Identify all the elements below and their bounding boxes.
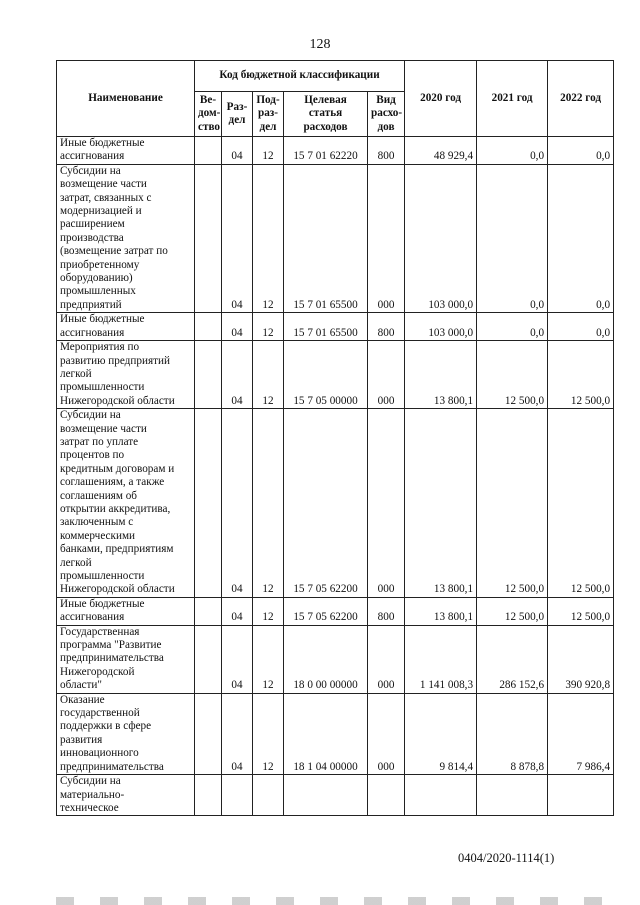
row-vid: 000 [368,625,405,693]
row-amount-2021: 0,0 [477,313,548,341]
row-razdel: 04 [222,313,253,341]
row-celevaya [284,775,368,816]
row-vid: 800 [368,597,405,625]
row-podrazdel: 12 [253,625,284,693]
row-podrazdel [253,775,284,816]
row-vid: 000 [368,341,405,409]
row-amount-2022: 12 500,0 [548,409,614,598]
row-razdel: 04 [222,597,253,625]
table-row [57,597,614,625]
table-row [57,164,614,312]
row-name: Субсидии на материально- техническое [57,775,195,816]
document-number: 0404/2020-1114(1) [458,851,555,865]
row-amount-2022: 12 500,0 [548,597,614,625]
row-amount-2020: 48 929,4 [405,137,477,165]
row-name: Оказание государственной поддержки в сфере развития инновационного предпринимательства [57,693,195,774]
table-row [57,341,614,409]
row-amount-2020: 13 800,1 [405,597,477,625]
row-vedomstvo [195,164,222,312]
row-razdel: 04 [222,625,253,693]
row-amount-2022: 12 500,0 [548,341,614,409]
row-vedomstvo [195,341,222,409]
row-name: Субсидии на возмещение части затрат по уплате процентов по кредитным договорам и соглашениям, а также соглашениям об открытии аккредитива, заключенным с коммерческими банками, предприятиям легкой промышленности Нижегородской области [57,409,195,598]
page-number: 128 [309,37,331,52]
row-amount-2021: 0,0 [477,137,548,165]
row-amount-2020: 103 000,0 [405,164,477,312]
row-amount-2021: 0,0 [477,164,548,312]
row-razdel: 04 [222,164,253,312]
table-body [57,137,614,816]
row-vid: 800 [368,313,405,341]
header-classification-group: Код бюджетной классификации [195,61,405,92]
row-razdel: 04 [222,693,253,774]
row-vid: 000 [368,409,405,598]
row-name: Государственная программа "Развитие предпринимательства Нижегородской области" [57,625,195,693]
row-amount-2020: 9 814,4 [405,693,477,774]
row-amount-2021: 12 500,0 [477,341,548,409]
row-amount-2021: 12 500,0 [477,597,548,625]
table-row [57,409,614,598]
row-podrazdel: 12 [253,313,284,341]
row-celevaya: 15 7 05 00000 [284,341,368,409]
row-razdel [222,775,253,816]
row-amount-2021 [477,775,548,816]
row-celevaya: 15 7 01 65500 [284,164,368,312]
row-celevaya: 15 7 01 65500 [284,313,368,341]
row-celevaya: 18 0 00 00000 [284,625,368,693]
row-vedomstvo [195,625,222,693]
row-vid: 800 [368,137,405,165]
table-row [57,693,614,774]
row-amount-2022: 0,0 [548,137,614,165]
scan-edge-noise [56,897,613,905]
row-vedomstvo [195,409,222,598]
row-vedomstvo [195,313,222,341]
table-header [57,61,614,137]
row-amount-2020: 13 800,1 [405,341,477,409]
budget-table [56,60,614,816]
header-podrazdel: Под- раз- дел [253,92,284,137]
row-vedomstvo [195,597,222,625]
header-2020: 2020 год [405,61,477,137]
row-amount-2021: 286 152,6 [477,625,548,693]
header-razdel: Раз- дел [222,92,253,137]
row-podrazdel: 12 [253,341,284,409]
row-amount-2022: 390 920,8 [548,625,614,693]
row-name: Субсидии на возмещение части затрат, связанных с модернизацией и расширением производства (возмещение затрат по приобретенному оборудованию) промышленных предприятий [57,164,195,312]
row-podrazdel: 12 [253,693,284,774]
row-vedomstvo [195,693,222,774]
row-podrazdel: 12 [253,409,284,598]
header-2022: 2022 год [548,61,614,137]
row-razdel: 04 [222,137,253,165]
table-row [57,625,614,693]
row-podrazdel: 12 [253,597,284,625]
row-vid [368,775,405,816]
header-vedomstvo: Ве- дом- ство [195,92,222,137]
header-vid: Вид расхо- дов [368,92,405,137]
row-celevaya: 18 1 04 00000 [284,693,368,774]
header-2021: 2021 год [477,61,548,137]
row-amount-2022: 0,0 [548,313,614,341]
row-vedomstvo [195,137,222,165]
row-vid: 000 [368,164,405,312]
row-vid: 000 [368,693,405,774]
row-celevaya: 15 7 01 62220 [284,137,368,165]
row-name: Иные бюджетные ассигнования [57,597,195,625]
row-amount-2022 [548,775,614,816]
row-celevaya: 15 7 05 62200 [284,409,368,598]
row-amount-2022: 0,0 [548,164,614,312]
row-amount-2021: 8 878,8 [477,693,548,774]
row-razdel: 04 [222,409,253,598]
row-amount-2020: 1 141 008,3 [405,625,477,693]
row-amount-2020 [405,775,477,816]
row-vedomstvo [195,775,222,816]
row-name: Мероприятия по развитию предприятий легкой промышленности Нижегородской области [57,341,195,409]
table-row [57,137,614,165]
header-celevaya: Целевая статья расходов [284,92,368,137]
row-name: Иные бюджетные ассигнования [57,313,195,341]
row-amount-2022: 7 986,4 [548,693,614,774]
header-name: Наименование [57,61,195,137]
row-name: Иные бюджетные ассигнования [57,137,195,165]
row-razdel: 04 [222,341,253,409]
table-row [57,775,614,816]
row-podrazdel: 12 [253,164,284,312]
table-row [57,313,614,341]
row-amount-2020: 13 800,1 [405,409,477,598]
row-podrazdel: 12 [253,137,284,165]
row-amount-2020: 103 000,0 [405,313,477,341]
row-amount-2021: 12 500,0 [477,409,548,598]
row-celevaya: 15 7 05 62200 [284,597,368,625]
